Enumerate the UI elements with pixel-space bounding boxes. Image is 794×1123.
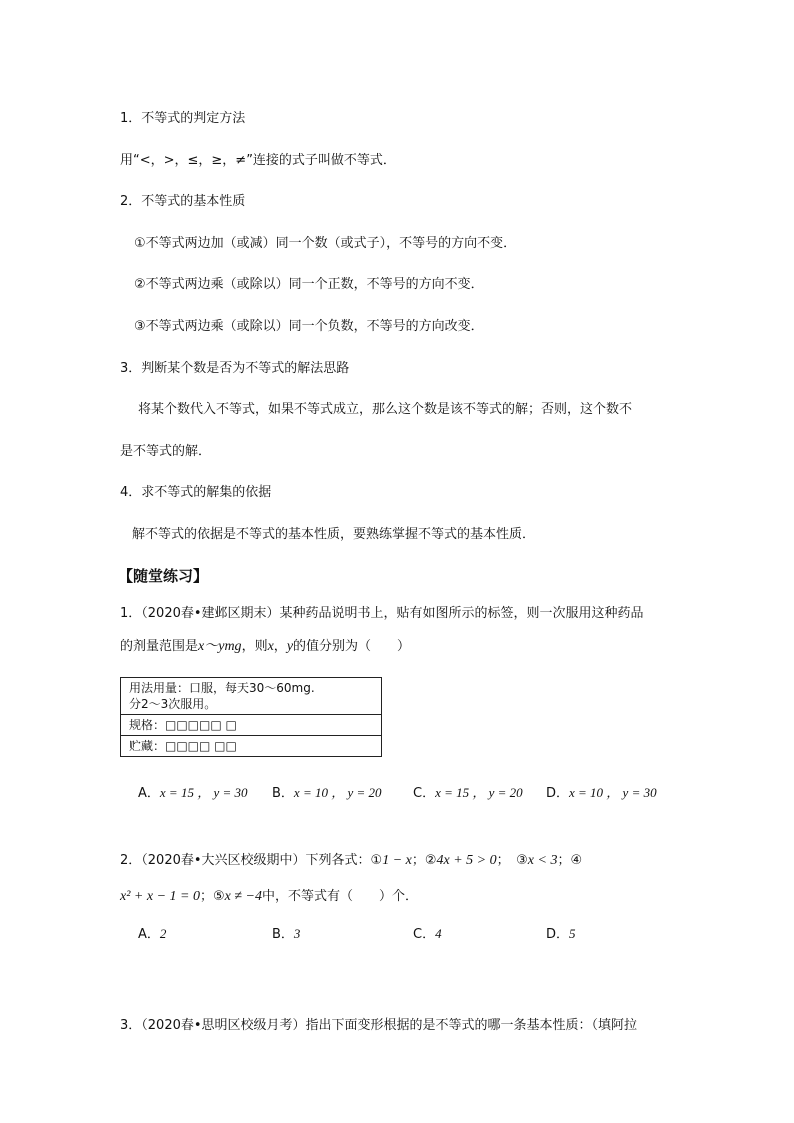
label-row-storage [121,736,382,757]
q1-line2-prefix: 的剂量范围是 [120,639,199,654]
q1-option-b-letter: B． [272,786,294,801]
label-usage-line2: 分2～3次服用。 [129,697,217,711]
section2-heading: 2．不等式的基本性质 [120,194,246,209]
q1-var-y: y [286,639,294,654]
label-usage-line1: 用法用量：口服，每天30～60mg. [129,681,315,695]
q2-option-b [272,925,300,944]
q2-option-d-value: 5 [569,926,576,941]
label-row-spec [121,715,382,736]
q2-option-a [138,925,166,944]
property-item-2: ②不等式两边乘（或除以）同一个正数，不等号的方向不变． [134,277,484,292]
section3-text-line2: 是不等式的解． [120,444,212,459]
q2-option-b-value: 3 [293,926,301,941]
q2-expr-5: x ≠ −4 [224,889,262,904]
property-item-1: ①不等式两边加（或减）同一个数（或式子），不等号的方向不变． [134,236,517,251]
q1-line1: 1．（2020春•建邺区期末）某种药品说明书上，贴有如图所示的标签，则一次服用这种药品 [120,606,644,621]
q1-option-c-letter: C． [413,786,436,801]
q2-sep-2: ； ③ [496,853,528,868]
q1-var-x: x [267,639,274,654]
q1-option-d [546,784,657,803]
q2-expr-2: 4x + 5 > 0 [436,853,497,868]
q2-line2-suffix: 中，不等式有（ ）个． [261,889,418,904]
section1-text: 用“<，>，≤，≥，≠”连接的式子叫做不等式． [120,153,396,168]
q2-line1 [120,852,582,870]
q2-sep-4: ；⑤ [199,889,225,904]
q1-option-d-value: x = 10 ， y = 30 [569,785,657,800]
label-spec-cell: 规格：□□□□□ □ [121,715,382,736]
practice-title: 【随堂练习】 [118,567,209,585]
q2-line2 [120,888,418,906]
q1-option-a [138,784,248,803]
q3-line1: 3．（2020春•思明区校级月考）指出下面变形根据的是不等式的哪一条基本性质：（填阿拉 [120,1018,638,1033]
label-usage-cell [121,678,382,715]
q2-option-c-value: 4 [435,926,442,941]
q1-option-b-value: x = 10 ， y = 20 [293,785,382,800]
medicine-label-table [120,677,382,757]
section3-text-line1: 将某个数代入不等式，如果不等式成立，那么这个数是该不等式的解；否则，这个数不 [138,402,633,417]
q2-option-c [413,925,442,944]
q2-option-a-value: 2 [159,926,167,941]
property-item-3: ③不等式两边乘（或除以）同一个负数，不等号的方向改变． [134,319,484,334]
label-storage-cell: 贮藏：□□□□ □□ [121,736,382,757]
q1-option-d-letter: D． [546,786,570,801]
q2-expr-1: 1 − x [382,853,412,868]
q1-option-b [272,784,382,803]
q2-sep-1: ；② [411,853,437,868]
section1-heading: 1．不等式的判定方法 [120,111,246,126]
q1-line2-suffix: 的值分别为（ ） [293,639,411,654]
q1-option-c [413,784,523,803]
q1-option-a-value: x = 15 ， y = 30 [159,785,248,800]
section4-heading: 4．求不等式的解集的依据 [120,485,272,500]
q1-line2-mid: ，则 [241,639,268,654]
q2-option-d-letter: D． [546,927,570,942]
q1-option-a-letter: A． [138,786,160,801]
q1-line2-sep: ， [273,639,287,654]
q2-option-c-letter: C． [413,927,436,942]
q2-expr-4: x² + x − 1 = 0 [120,889,200,904]
q2-option-d [546,925,576,944]
q1-dosage-expression: x～ymg [198,639,242,654]
q2-option-b-letter: B． [272,927,294,942]
section3-heading: 3．判断某个数是否为不等式的解法思路 [120,361,350,376]
q1-option-c-value: x = 15 ， y = 20 [435,785,523,800]
q1-line2 [120,638,410,656]
label-row-usage [121,678,382,715]
q2-sep-3: ；④ [557,853,583,868]
section4-text: 解不等式的依据是不等式的基本性质，要熟练掌握不等式的基本性质． [132,527,536,542]
q2-line1-text: 2．（2020春•大兴区校级期中）下列各式：① [120,853,383,868]
q2-option-a-letter: A． [138,927,160,942]
q2-expr-3: x < 3 [527,853,558,868]
